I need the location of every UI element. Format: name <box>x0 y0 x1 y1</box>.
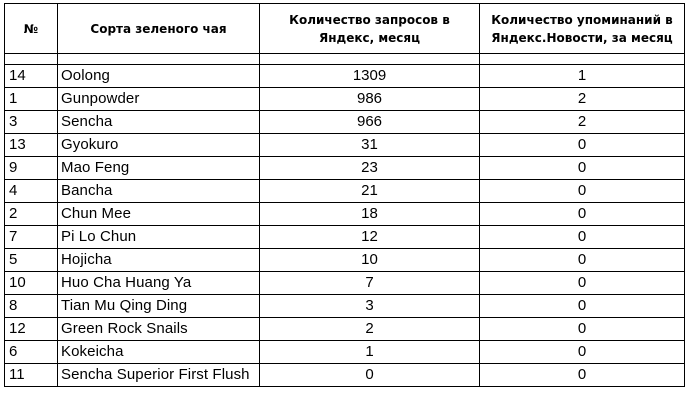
cell-number: 13 <box>5 134 58 157</box>
table-row <box>5 134 685 157</box>
cell-news-mentions: 0 <box>480 180 685 203</box>
cell-news-mentions: 0 <box>480 341 685 364</box>
table-row <box>5 88 685 111</box>
cell-requests: 7 <box>260 272 480 295</box>
cell-tea-name: Bancha <box>58 180 260 203</box>
cell-tea-name: Chun Mee <box>58 203 260 226</box>
cell-number: 7 <box>5 226 58 249</box>
cell-requests: 10 <box>260 249 480 272</box>
table-row <box>5 341 685 364</box>
cell-number: 1 <box>5 88 58 111</box>
cell-news-mentions: 0 <box>480 226 685 249</box>
cell-requests: 966 <box>260 111 480 134</box>
cell-number: 8 <box>5 295 58 318</box>
cell-number: 4 <box>5 180 58 203</box>
cell-number: 11 <box>5 364 58 387</box>
green-tea-table <box>4 3 685 387</box>
cell-requests: 12 <box>260 226 480 249</box>
header-tea-variety: Сорта зеленого чая <box>58 4 260 54</box>
cell-news-mentions: 0 <box>480 318 685 341</box>
tea-table-wrapper <box>4 3 684 387</box>
spacer-cell <box>260 54 480 65</box>
cell-news-mentions: 1 <box>480 65 685 88</box>
cell-requests: 1309 <box>260 65 480 88</box>
table-row <box>5 272 685 295</box>
table-row <box>5 111 685 134</box>
cell-tea-name: Tian Mu Qing Ding <box>58 295 260 318</box>
header-yandex-news-mentions: Количество упоминаний в Яндекс.Новости, за месяц <box>480 4 685 54</box>
spacer-cell <box>480 54 685 65</box>
cell-requests: 31 <box>260 134 480 157</box>
cell-news-mentions: 2 <box>480 111 685 134</box>
table-row <box>5 318 685 341</box>
table-row <box>5 65 685 88</box>
cell-news-mentions: 0 <box>480 295 685 318</box>
table-row <box>5 295 685 318</box>
table-body <box>5 65 685 387</box>
table-row <box>5 203 685 226</box>
cell-requests: 0 <box>260 364 480 387</box>
cell-tea-name: Sencha Superior First Flush <box>58 364 260 387</box>
header-number: № <box>5 4 58 54</box>
cell-number: 10 <box>5 272 58 295</box>
cell-requests: 1 <box>260 341 480 364</box>
cell-tea-name: Oolong <box>58 65 260 88</box>
cell-tea-name: Kokeicha <box>58 341 260 364</box>
table-row <box>5 249 685 272</box>
cell-requests: 986 <box>260 88 480 111</box>
cell-news-mentions: 0 <box>480 134 685 157</box>
cell-requests: 2 <box>260 318 480 341</box>
cell-news-mentions: 0 <box>480 249 685 272</box>
table-row <box>5 157 685 180</box>
cell-tea-name: Sencha <box>58 111 260 134</box>
cell-number: 12 <box>5 318 58 341</box>
cell-news-mentions: 0 <box>480 272 685 295</box>
cell-tea-name: Huo Cha Huang Ya <box>58 272 260 295</box>
cell-tea-name: Pi Lo Chun <box>58 226 260 249</box>
cell-requests: 21 <box>260 180 480 203</box>
spacer-cell <box>58 54 260 65</box>
cell-number: 5 <box>5 249 58 272</box>
cell-requests: 23 <box>260 157 480 180</box>
cell-number: 2 <box>5 203 58 226</box>
cell-tea-name: Hojicha <box>58 249 260 272</box>
table-row <box>5 180 685 203</box>
table-row <box>5 226 685 249</box>
cell-tea-name: Green Rock Snails <box>58 318 260 341</box>
cell-number: 14 <box>5 65 58 88</box>
cell-requests: 3 <box>260 295 480 318</box>
cell-news-mentions: 2 <box>480 88 685 111</box>
cell-requests: 18 <box>260 203 480 226</box>
header-row <box>5 4 685 54</box>
cell-number: 6 <box>5 341 58 364</box>
cell-news-mentions: 0 <box>480 364 685 387</box>
cell-number: 9 <box>5 157 58 180</box>
cell-news-mentions: 0 <box>480 157 685 180</box>
cell-news-mentions: 0 <box>480 203 685 226</box>
header-yandex-requests: Количество запросов в Яндекс, месяц <box>260 4 480 54</box>
cell-tea-name: Gunpowder <box>58 88 260 111</box>
spacer-cell <box>5 54 58 65</box>
cell-number: 3 <box>5 111 58 134</box>
cell-tea-name: Mao Feng <box>58 157 260 180</box>
spacer-row <box>5 54 685 65</box>
cell-tea-name: Gyokuro <box>58 134 260 157</box>
table-row <box>5 364 685 387</box>
